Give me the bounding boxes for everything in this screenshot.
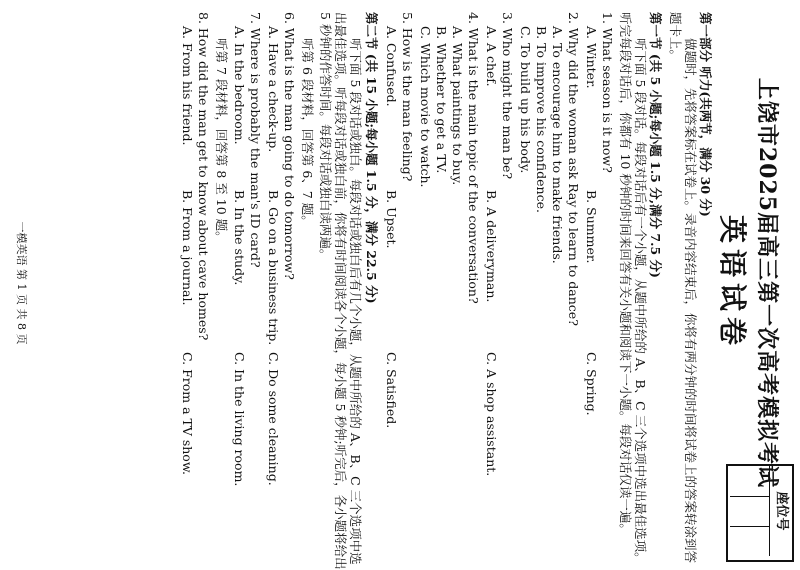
option-b: B. In the study. (232, 190, 247, 286)
question-8: 8. How did the man get to know about cave homes? (196, 12, 211, 341)
seat-number-box (726, 464, 794, 562)
question-1: 1. What season is it now? (600, 12, 615, 173)
option-a: A. In the bedroom. (232, 26, 247, 145)
section2-instruction: 5 秒钟的作答时间。每段对话或独白读两遍。 (318, 12, 333, 262)
option-c: C. Do some cleaning. (266, 352, 281, 486)
seat-cell-divider (730, 526, 769, 527)
seat-number-label: 座位号 (769, 466, 792, 556)
section1-heading: 第一节 (共 5 小题;每小题 1.5 分,满分 7.5 分) (648, 12, 663, 278)
option-c: C. From a TV show. (180, 352, 195, 476)
part1-instruction: 题卡上。 (668, 12, 683, 63)
option-a: A. From his friend. (180, 26, 195, 146)
exam-title: 上饶市2025届高三第一次高考模拟考试 (754, 77, 780, 489)
option-a: A. Winter. (584, 26, 599, 89)
question-3: 3. Who might the man be? (500, 12, 515, 180)
section2-instruction: 听下面 5 段对话或独白。每段对话或独白后有几个小题，从题中所给的 A、B、C 三个选项中选 (348, 38, 363, 565)
part1-heading: 第一部分 听力(共两节，满分 30 分) (698, 12, 713, 217)
option-a: A. Have a check-up. (266, 26, 281, 153)
option-b: B. Whether to get a TV. (434, 26, 449, 174)
section2-instruction: 出最佳选项。听每段对话或独白前，你将有时间阅读各个小题，每小题 5 秒钟;听完后，各小题将给出 (333, 12, 348, 570)
section2-sub-instruction: 听第 7 段材料，回答第 8 至 10 题。 (214, 38, 229, 244)
question-7: 7. Where is probably the man's ID card? (248, 12, 263, 268)
section2-heading: 第二节 (共 15 小题;每小题 1.5 分，满分 22.5 分) (364, 12, 379, 304)
question-4: 4. What is the main topic of the conversation? (466, 12, 481, 304)
option-b: B. Summer. (584, 190, 599, 264)
option-a: A. Confused. (384, 26, 399, 107)
option-b: B. A deliveryman. (484, 190, 499, 303)
exam-subtitle: 英语试卷 (716, 214, 749, 351)
option-b: B. Upset. (384, 190, 399, 249)
option-c: C. Satisfied. (384, 352, 399, 429)
option-b: B. From a journal. (180, 190, 195, 306)
question-5: 5. How is the man feeling? (400, 12, 415, 182)
section1-instruction: 听完每段对话后，你都有 10 秒钟的时间来回答有关小题和阅读下一小题。每段对话仅读一遍。 (618, 12, 633, 536)
page-footer: 一模英语 第 1 页 共 8 页 (15, 221, 28, 345)
part1-instruction: 做题时，先将答案标在试卷上。录音内容结束后，你将有两分钟的时间将试卷上的答案转涂到答 (683, 38, 698, 564)
option-c: C. Spring. (584, 352, 599, 416)
option-b: B. To improve his confidence. (534, 26, 549, 213)
question-6: 6. What is the man going to do tomorrow? (282, 12, 297, 280)
option-c: C. To build up his body. (518, 26, 533, 174)
option-c: C. A shop assistant. (484, 352, 499, 477)
option-c: C. Which movie to watch. (418, 26, 433, 188)
section2-sub-instruction: 听第 6 段材料，回答第 6、7 题。 (300, 38, 315, 228)
option-b: B. Go on a business trip. (266, 190, 281, 346)
option-c: C. In the living room. (232, 352, 247, 487)
section1-instruction: 听下面 5 段对话。每段对话后有一个小题，从题中所给的 A、B、C 三个选项中选出最佳选项。 (633, 38, 648, 565)
seat-cell-divider (730, 496, 769, 497)
question-2: 2. Why did the woman ask Ray to learn to dance? (566, 12, 581, 326)
option-a: A. A chef. (484, 26, 499, 87)
option-a: A. To encourage him to make friends. (550, 26, 565, 264)
option-a: A. What paintings to buy. (450, 26, 465, 186)
